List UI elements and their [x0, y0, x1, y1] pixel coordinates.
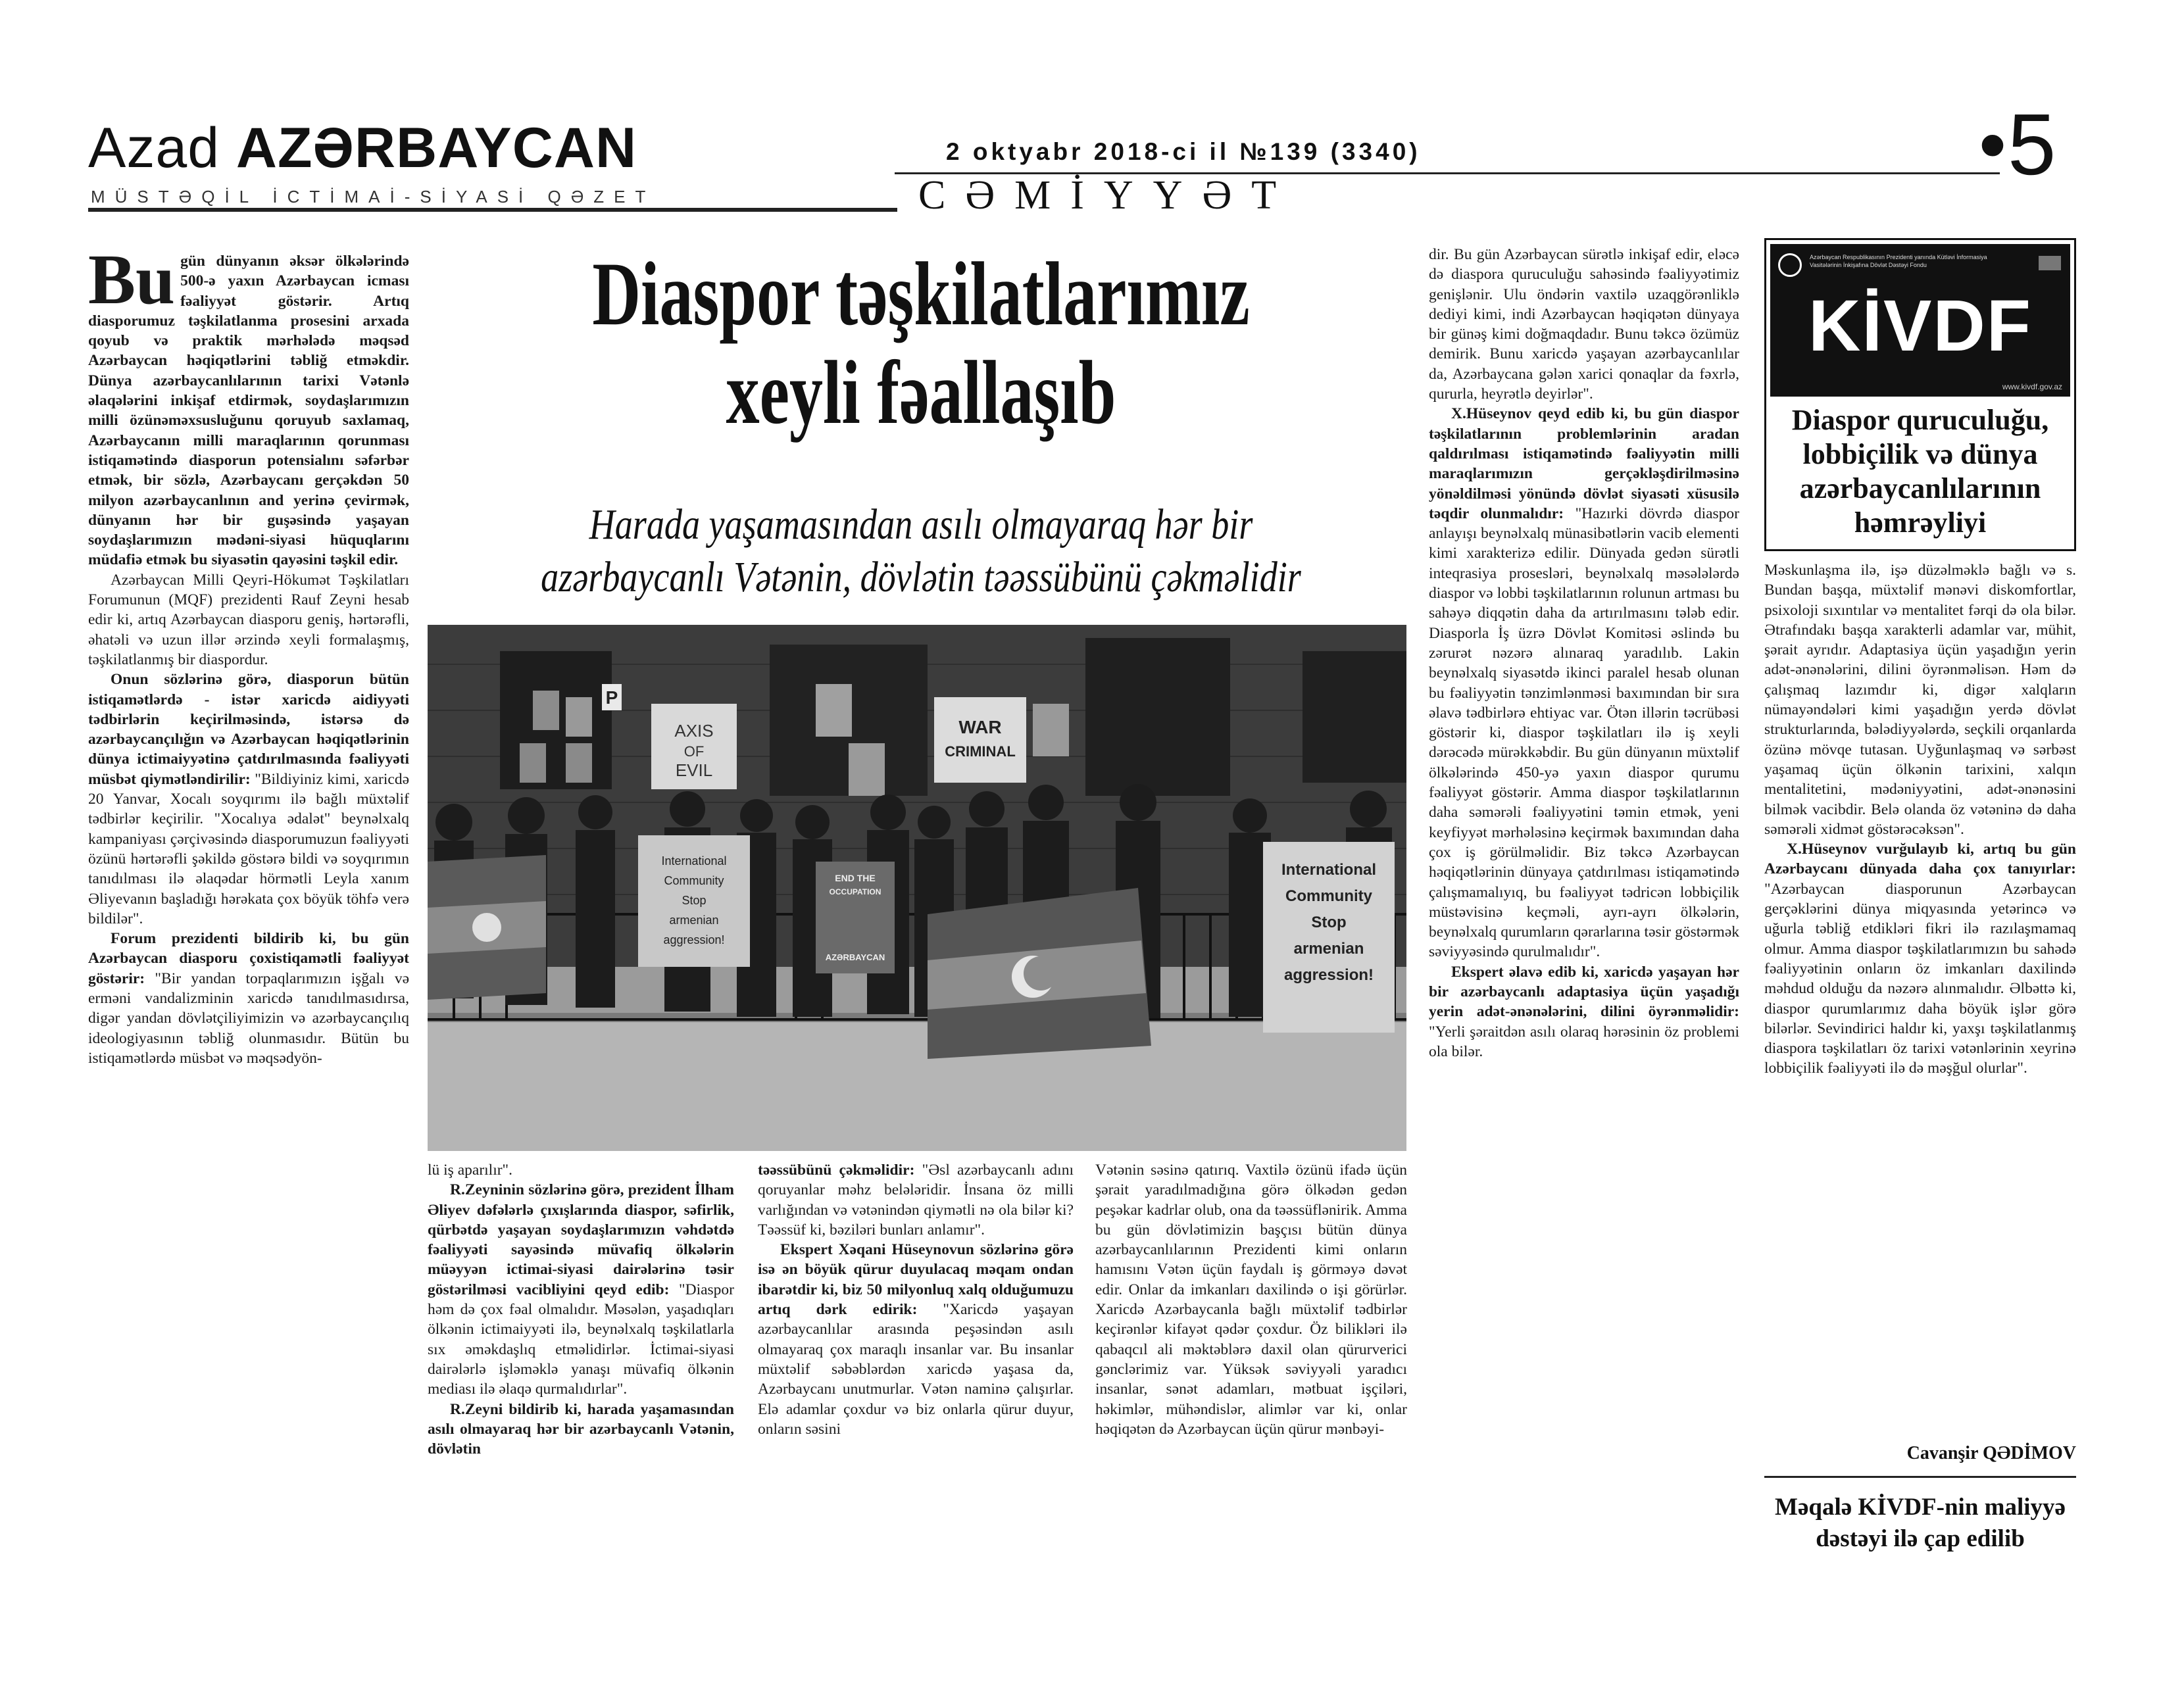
photo-poster-5	[816, 684, 852, 737]
col3-paragraph-1	[758, 1160, 1074, 1240]
col6-paragraph-2-rest: "Azərbaycan diasporunun Azərbaycan gerçəklərini dünya miqyasında yetərincə və uğurla təbliğ etdikləri fikri ilə razılaşmamaq olmur. Amma diaspor təşkilatlarımızın bu sahədə fəaliyyətinin onların öz imkanları daxilində məhdud olduğu da nəzərə alınmalıdır. Əlbəttə ki, diaspor qurumlarımız daha böyük işlər görə bilərlər. Sevindirici haldır ki, yaxşı təşkilatlanmış diaspora təşkilatları öz tarixi vətənlərinin xeyrinə lobbiçilik fəaliyyəti ilə də məşğul olurlar".	[1764, 880, 2076, 1077]
kivdf-title-line-2: lobbiçilik və dünya	[1802, 438, 2038, 470]
dropcap: Bu	[88, 241, 176, 319]
photo-poster-2	[566, 697, 592, 737]
kivdf-title	[1766, 403, 2074, 540]
col2-paragraph-3: R.Zeyni bildirib ki, harada yaşamasından asılı olmayaraq hər bir azərbaycanlı Vətənin, dövlətin	[428, 1400, 734, 1458]
kivdf-emblem-icon	[1778, 253, 1802, 277]
masthead-tagline: MÜSTƏQİL İCTİMAİ-SİYASİ QƏZET	[91, 187, 656, 207]
col3-paragraph-2	[758, 1240, 1074, 1439]
photo-sign-axis-l3: EVIL	[675, 760, 713, 780]
col6-paragraph-2	[1764, 839, 2076, 1079]
col5-paragraph-3	[1429, 962, 1739, 1062]
headline	[551, 245, 1291, 442]
col5-paragraph-2-bold: X.Hüseynov qeyd edib ki, bu gün diaspor təşkilatlarının problemlərinin aradan qaldırılması istiqamətində fəaliyyətin milli maraqlarımızın gerçəkləşdirilməsinə yönəldilməsi yönündə dövlət siyasəti xüsusilə təqdir olunmalıdır:	[1429, 405, 1739, 522]
col6-paragraph-2-bold: X.Hüseynov vurğulayıb ki, artıq bu gün Azərbaycanı dünyada daha çox tanıyırlar:	[1764, 841, 2076, 878]
photo-sign-intl-1-l1: International	[661, 854, 727, 868]
photo-sign-axis-l2: OF	[683, 743, 705, 760]
sponsor-note-line-2: dəstəyi ilə çap edilib	[1816, 1525, 2025, 1552]
subhead	[511, 499, 1331, 604]
col1-paragraph-4	[88, 929, 409, 1068]
page-bullet: •	[1979, 101, 2007, 189]
photo-sign-intl-1-l4: armenian	[669, 914, 719, 927]
col5-paragraph-3-rest: "Yerli şəraitdən asılı olaraq hərəsinin öz problemi ola bilər.	[1429, 1023, 1739, 1060]
kivdf-title-line-3: azərbaycanlılarının	[1799, 472, 2041, 504]
article-column-4	[1095, 1160, 1407, 1588]
photo-window-4	[1303, 651, 1406, 783]
col2-paragraph-1: lü iş aparılır".	[428, 1162, 513, 1179]
sponsor-note	[1764, 1492, 2076, 1555]
col1-paragraph-4-bold: Forum prezidenti bildirib ki, bu gün Azərbaycan diasporu çoxistiqamətli fəaliyyət göstərir:	[88, 930, 409, 987]
col5-paragraph-1: dir. Bu gün Azərbaycan sürətlə inkişaf edir, eləcə də diaspora quruculuğu sahəsində fəaliyyətimiz genişlənir. Ulu öndərin vaxtilə uzaqgörənliklə dediyi kimi, indi Azərbaycan həqiqətən dünyaya bir günəş kimi doğmaqdadır. Bunu təkcə özümüz demirik. Bunu xaricdə yaşayan azərbaycanlılar da, Azərbaycana gələn xarici qonaqlar da fəxrlə, qururla, heyrətlə deyirlər".	[1429, 246, 1739, 403]
photo-sign-intl-1-l2: Community	[664, 874, 724, 887]
photo-window-3	[1085, 638, 1230, 796]
col3-paragraph-1-rest: "Əsl azərbaycanlı adını qoruyanlar məhz belələridir. İnsana öz milli varlığından və vətənindən qiymətli nə ola bilər ki? Təəssüf ki, bəziləri bunları anlamır".	[758, 1162, 1074, 1238]
photo-sign-intl-2-l2: Community	[1285, 887, 1372, 905]
photo-sign-intl-2-l5: aggression!	[1283, 966, 1374, 984]
article-column-3	[758, 1160, 1074, 1588]
col3-paragraph-2-rest: "Xaricdə yaşayan azərbaycanlılar arasında peşəsindən asılı olmayaraq çox maraqlı insanlar var. Bu insanlar müxtəlif səbəblərdən xaricdə yaşasa da, Azərbaycanı unutmurlar. Vətən naminə çalışırlar. Elə adamlar çoxdur və biz onlarla qürur duyur, onların səsini	[758, 1301, 1074, 1438]
col1-paragraph-3-bold: Onun sözlərinə görə, diasporun bütün istiqamətlərdə - istər xaricdə aidiyyəti tədbirlərin keçirilməsində, istərsə də azərbaycançılığın və Azərbaycan həqiqətlərinin dünya ictimaiyyətinə çatdırılmasında fəaliyyəti müsbət qiymətləndirilir:	[88, 671, 409, 788]
kivdf-title-line-4: həmrəyliyi	[1854, 506, 1987, 539]
masthead-name-bold: AZƏRBAYCAN	[236, 116, 637, 180]
photo-sign-intl-1-l3: Stop	[682, 894, 707, 907]
subhead-line-1: Harada yaşamasından asılı olmayaraq hər bir	[589, 501, 1253, 549]
photo-poster-4	[566, 743, 592, 783]
photo-sign-intl-2-l3: Stop	[1311, 914, 1347, 931]
photo-sign-intl-2-l1: International	[1281, 861, 1377, 879]
col5-paragraph-3-bold: Ekspert əlavə edib ki, xaricdə yaşayan hər bir azərbaycanlı adaptasiya üçün yaşadığı yerin adət-ənənələrini, dilini öyrənməlidir:	[1429, 963, 1739, 1021]
col3-paragraph-1-bold: təəssübünü çəkməlidir:	[758, 1162, 915, 1179]
article-column-2	[428, 1160, 734, 1588]
masthead-title	[88, 118, 637, 178]
photo-pavement	[428, 1019, 1406, 1151]
kivdf-flag-icon	[2039, 256, 2061, 270]
photo-flag-left-crescent	[472, 913, 501, 942]
headline-line-1: Diaspor təşkilatlarımız	[592, 243, 1250, 344]
photo-flag-right-crescent-cut	[1024, 956, 1058, 991]
kivdf-title-line-1: Diaspor quruculuğu,	[1791, 404, 2049, 436]
protest-photo	[428, 625, 1406, 1151]
photo-sign-war-l2: CRIMINAL	[945, 743, 1016, 760]
col6-paragraph-1: Məskunlaşma ilə, işə düzəlməklə bağlı və s. Bundan başqa, müxtəlif mənəvi diskomfortlar, psixoloji sıxıntılar və mentalitet fərqi də ola bilər. Ətrafındakı başqa xarakterli adamlar var, mühit, şərait ayrıdır. Adaptasiya üçün yaşadığın yerin adət-ənənələrini, dilini öyrənməlisən. Həm də çalışmaq lazımdır ki, digər xalqların nümayəndələri kimi yaşadığın yerdə dövlət strukturlarında, bələdiyyələrdə, seçkili orqanlarda özünə mövqe tutasan. Uyğunlaşmaq və sərbəst yaşamaq üçün ölkənin tarixini, xalqın mentalitetini, mədəniyyətini, adət-ənənəsini bilmək vacibdir. Belə olanda öz vətəninə də daha səmərəli xidmət göstərəcəksən".	[1764, 562, 2076, 838]
photo-sign-axis-l1: AXIS	[674, 721, 714, 741]
photo-sign-occupation-l2: OCCUPATION	[829, 887, 881, 896]
col5-paragraph-2	[1429, 404, 1739, 962]
sponsor-note-line-1: Məqalə KİVDF-nin maliyyə	[1775, 1494, 2066, 1521]
kivdf-box	[1764, 238, 2076, 551]
col1-paragraph-3-rest: "Bildiyiniz kimi, xaricdə 20 Yanvar, Xocalı soyqırımı ilə bağlı müxtəlif tədbirlər keçirilir. "Xocalıya ədalət" beynəlxalq kampaniyası çərçivəsində diasporumuzun fəaliyyəti özünü hərtərəfli şəkildə göstərə bildi və soyqırımın tanıdılması ilə əlaqədar hörmətli Leyla xanım Əliyevanın başladığı hərəkata çox böyük töhfə verə bildilər".	[88, 770, 410, 927]
kivdf-logo-panel	[1770, 244, 2070, 397]
col2-paragraph-2-rest: "Diaspor həm də çox fəal olmalıdır. Məsələn, yaşadıqları ölkənin ictimaiyyəti ilə, beynəlxalq təşkilatlarla sıx əməkdaşlıq etməlidirlər. İctimai-siyasi dairələrlə işləməklə yanaşı müvafiq ölkənin mediası ilə əlaqə qurmalıdırlar".	[428, 1281, 735, 1398]
protest-photo-svg	[428, 625, 1406, 1151]
col1-paragraph-2: Azərbaycan Milli Qeyri-Hökumət Təşkilatları Forumunun (MQF) prezidenti Rauf Zeyni hesab edir ki, artıq Azərbaycan diasporu geniş, hərtərəfli, əhatəli və uzun illər ərzində xeyli formalaşmış, təşkilatlanmış bir diaspordur.	[88, 571, 409, 668]
byline-rule	[1764, 1476, 2076, 1478]
col1-paragraph-4-rest: "Bir yandan torpaqlarımızın işğalı və erməni vandalizminin xaricdə tanıdılmasıdırsa, digər yandan dövlətçiliyimizin və azərbaycançılıq ideologiyasının təbliğ olunmasıdır. Bütün bu istiqamətlərdə müsbət və məqsədyön-	[88, 969, 410, 1067]
dateline: 2 oktyabr 2018-ci il №139 (3340)	[946, 138, 1421, 165]
kivdf-logo: KİVDF	[1808, 285, 2032, 366]
subhead-line-2: azərbaycanlı Vətənin, dövlətin təəssübünü çəkməlidir	[541, 553, 1301, 601]
article-lead: gün dünyanın əksər ölkələrində 500-ə yaxın Azərbaycan icması fəaliyyət göstərir. Artıq diasporumuz təşkilatlanma prosesini arxada qoyub və praktik mərhələdə məqsəd Azərbaycan həqiqətlərini təbliğ etməkdir. Dünya azərbaycanlılarının tarixi Vətənlə əlaqələrini inkişaf etdirmək, soydaşlarımızın milli özünəməxsusluğunu qoruyub saxlamaq, Azərbaycanın milli maraqlarının qorunması istiqamətində diasporun potensialını səfərbər etmək, bir sözlə, Azərbaycanı gerçəkdən 50 milyon azərbaycanlının and yerinə çevirmək, dünyanın hər bir guşəsində yaşayan soydaşlarımızın mədəni-siyasi hüquqlarını müdafiə etmək bu siyasətin qayəsini təşkil edir.	[88, 253, 409, 569]
photo-sign-occupation-l1: END THE	[835, 873, 876, 883]
article-column-5	[1429, 245, 1739, 1600]
photo-sign-war-l1: WAR	[958, 717, 1002, 737]
author-byline: Cavanşir QƏDİMOV	[1906, 1443, 2076, 1463]
photo-sign-intl-1-l5: aggression!	[663, 933, 725, 946]
masthead-rule-left	[88, 208, 897, 212]
photo-poster-6	[849, 743, 885, 796]
page-number: 5	[2008, 96, 2056, 193]
photo-sign-war	[934, 697, 1026, 783]
photo-poster-7	[1033, 704, 1069, 756]
photo-poster-1	[533, 691, 559, 730]
photo-poster-3	[520, 743, 546, 783]
article-column-1	[88, 241, 410, 1600]
photo-parking-letter: P	[605, 687, 618, 708]
col2-paragraph-2	[428, 1180, 734, 1399]
photo-sign-intl-2-l4: armenian	[1293, 940, 1364, 958]
kivdf-logo-caption: Azərbaycan Respublikasının Prezidenti yanında Kütləvi İnformasiya Vasitələrinin İnkişafına Dövlət Dəstəyi Fondu	[1810, 254, 1987, 268]
col3-paragraph-2-bold: Ekspert Xəqani Hüseynovun sözlərinə görə isə ən böyük qürur duyulacaq məqam ondan ibarətdir ki, biz 50 milyonluq xalq olduğumuzu artıq dərk edirik:	[758, 1241, 1074, 1319]
headline-line-2: xeyli fəallaşıb	[726, 342, 1116, 443]
article-column-6	[1764, 560, 2076, 1376]
section-label: CƏMİYYƏT	[918, 173, 1297, 218]
col2-paragraph-2-bold: R.Zeyninin sözlərinə görə, prezident İlham Əliyev dəfələrlə çıxışlarında diaspor, səfirlik, qürbətdə yaşayan soydaşlarımızın vəhdətdə fəaliyyəti sayəsində müvafiq ölkələrin müəyyən ictimai-siyasi dairələrinə təsir göstərilməsi vacibliyini qeyd edib:	[428, 1181, 734, 1298]
photo-sign-occupation-l3: AZƏRBAYCAN	[825, 952, 885, 962]
col5-paragraph-2-rest: "Hazırki dövrdə diaspor anlayışı beynəlxalq münasibətlərin vacib elementi kimi xarakterizə edilir. Dünyada gedən sürətli inteqrasiya prosesləri, beynəlxalq məsələlərdə diaspor və lobbi təşkilatlarının rolunun artması bu sahəyə diqqətin daha da artırılmasını tələb edir. Diasporla İş üzrə Dövlət Komitəsi əslində bu zərurət nəzərə alınaraq yaradılıb. Lakin beynəlxalq siyasətdə ikinci paralel hesab olunan bu fəaliyyətin tənzimlənməsi baxımından bir sıra əlavə tədbirlərə ehtiyac var. Ötən illərin təcrübəsi göstərir ki, diaspor təşkilatları ilə iş xeyli dərəcədə mürəkkəbdir. Bu gün dünyanın müxtəlif ölkələrində 450-yə yaxın diaspor qurumu fəaliyyət göstərir. Amma diaspor təşkilatlarının daha səmərəli fəaliyyətini təmin etmək, yeni keyfiyyət mərhələsinə keçirmək baxımından daha çox iş görülməlidir. Biz təkcə Azərbaycan həqiqətlərinin dünyaya çatdırılması istiqamətində çalışmamalıyıq, bu fəaliyyət tədricən lobbiçilik müstəvisinə keçməli, ayrı-ayrı ölkələrin, beynəlxalq qurumların qərarlarına təsir göstərmək səviyyəsində qurulmalıdır".	[1429, 504, 1740, 961]
col1-paragraph-3	[88, 670, 409, 929]
kivdf-url: www.kivdf.gov.az	[2002, 382, 2062, 391]
masthead-name-plain: Azad	[88, 116, 236, 180]
col4-paragraph-1: Vətənin səsinə qatırıq. Vaxtilə özünü ifadə üçün şərait yaradılmadığına görə ölkədən gedən peşəkar kadrlar olub, ona da təəssüflənirik. Amma bu gün dövlətimizin başçısı bütün dünya azərbaycanlılarının Prezidenti kimi onların hamısını Vətən üçün faydalı iş görməyə dəvət edir. Onlar da imkanları daxilində o işi görürlər. Xaricdə Azərbaycanla bağlı müxtəlif tədbirlər keçirənlər kifayət qədər çoxdur. Öz bilikləri ilə qabaqcıl ali məktəblərə daxil olan qürurverici gənclərimiz var. Yüksək səviyyəli yaradıcı insanlar, sənət adamları, mətbuat işçiləri, həkimlər, mühəndislər, alimlər var ki, onlar həqiqətən də Azərbaycan üçün qürur mənbəyi-	[1095, 1162, 1407, 1438]
